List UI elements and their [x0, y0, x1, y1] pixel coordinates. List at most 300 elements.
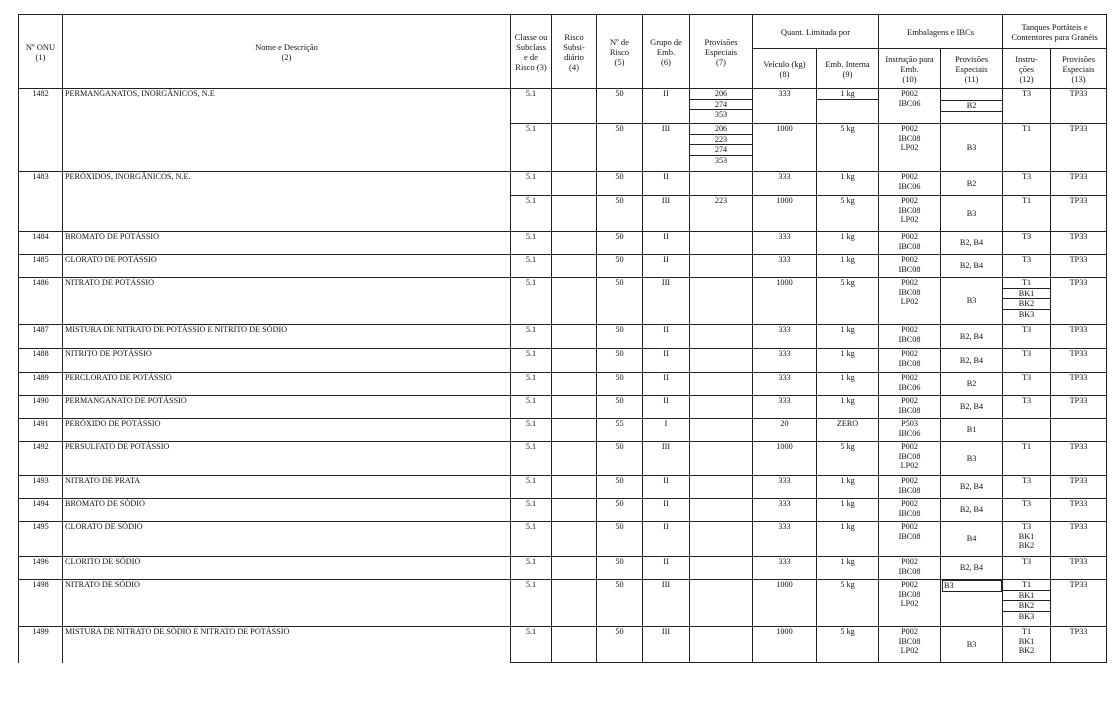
header-veiculo: [753, 49, 817, 89]
cell-provisoes-especiais: [690, 278, 753, 325]
table-row: [19, 232, 1107, 255]
cell-onu: 1482: [19, 89, 63, 124]
cell-grupo-emb: III: [643, 124, 690, 172]
cell-provisoes-13: TP33: [1051, 522, 1107, 557]
header-grupo-emb-text: Grupo de Emb. (6): [650, 36, 682, 67]
cell-classe: 5.1: [511, 627, 552, 663]
cell-grupo-emb: II: [643, 499, 690, 522]
cell-provisoes-13: TP33: [1051, 232, 1107, 255]
cell-nome: MISTURA DE NITRATO DE SÓDIO E NITRATO DE POTÁSSIO: [63, 627, 511, 663]
cell-risco-subsidiario: [552, 255, 597, 278]
cell-line: B2, B4: [959, 238, 984, 248]
cell-instrucoes-12: [1003, 373, 1051, 396]
header-numero-risco-text: Nº de Risco (5): [609, 36, 630, 67]
cell-instrucoes-12: [1003, 89, 1051, 124]
cell-provisoes-11: [941, 196, 1003, 232]
cell-onu: 1483: [19, 172, 63, 196]
cell-nome: CLORITO DE SÓDIO: [63, 557, 511, 580]
cell-line: BK2: [1018, 541, 1035, 551]
cell-risco-subsidiario: [552, 396, 597, 419]
table-row: [19, 522, 1107, 557]
cell-line: LP02: [900, 599, 919, 609]
cell-instrucoes-12: [1003, 124, 1051, 172]
cell-risco-subsidiario: [552, 476, 597, 499]
cell-veiculo: 333: [753, 476, 817, 499]
cell-line: LP02: [900, 297, 919, 307]
cell-line: IBC08: [898, 264, 921, 274]
cell-grupo-emb: II: [643, 232, 690, 255]
cell-classe: 5.1: [511, 499, 552, 522]
cell-line: P002: [901, 124, 918, 133]
cell-instrucoes-12: [1003, 232, 1051, 255]
cell-numero-risco: 50: [597, 396, 643, 419]
cell-line: IBC08: [898, 287, 921, 297]
cell-instrucao-emb: [879, 557, 941, 580]
cell-line: BK3: [1018, 611, 1035, 621]
cell-instrucoes-12: [1003, 419, 1051, 442]
cell-line: P002: [901, 196, 918, 205]
cell-emb-interna: [817, 278, 879, 325]
cell-classe: 5.1: [511, 349, 552, 373]
cell-veiculo: 1000: [753, 278, 817, 325]
cell-provisoes-11: [941, 627, 1003, 663]
header-tanques-portateis: [1003, 15, 1107, 49]
header-risco-subsidiario: [552, 15, 597, 89]
cell-line: B1: [966, 425, 977, 435]
cell-onu: 1495: [19, 522, 63, 557]
cell-line: B2: [941, 100, 1002, 112]
cell-line: T1: [1021, 442, 1032, 451]
cell-classe: 5.1: [511, 89, 552, 124]
cell-veiculo: 333: [753, 325, 817, 349]
cell-line: T3: [1021, 522, 1032, 531]
cell-line: 1 kg: [840, 476, 855, 485]
cell-instrucoes-12: [1003, 172, 1051, 196]
cell-numero-risco: 50: [597, 172, 643, 196]
cell-line: BK1: [1003, 289, 1050, 300]
cell-nome: PERMANGANATO DE POTÁSSIO: [63, 396, 511, 419]
cell-line: 223: [690, 135, 752, 146]
cell-line: IBC08: [898, 133, 921, 143]
cell-classe: 5.1: [511, 373, 552, 396]
cell-line: B2, B4: [959, 355, 984, 365]
cell-line: B2, B4: [959, 402, 984, 412]
cell-line: 1 kg: [840, 325, 855, 334]
table-row: [19, 196, 1107, 232]
cell-provisoes-13: TP33: [1051, 196, 1107, 232]
cell-veiculo: 333: [753, 373, 817, 396]
cell-nome: PERCLORATO DE POTÁSSIO: [63, 373, 511, 396]
cell-line: B3: [966, 639, 977, 649]
cell-provisoes-11: [941, 499, 1003, 522]
cell-line: 1 kg: [817, 89, 878, 100]
cell-nome: PERÓXIDOS, INORGÂNICOS, N.E.: [63, 172, 511, 196]
cell-nome: BROMATO DE POTÁSSIO: [63, 232, 511, 255]
cell-nome: NITRATO DE PRATA: [63, 476, 511, 499]
cell-instrucao-emb: [879, 499, 941, 522]
cell-numero-risco: 50: [597, 499, 643, 522]
cell-line: IBC06: [898, 181, 921, 191]
cell-grupo-emb: II: [643, 89, 690, 124]
cell-risco-subsidiario: [552, 442, 597, 476]
cell-veiculo: 1000: [753, 627, 817, 663]
cell-instrucoes-12: [1003, 325, 1051, 349]
cell-provisoes-13: TP33: [1051, 172, 1107, 196]
table-header: [19, 15, 1107, 89]
cell-line: 1 kg: [840, 172, 855, 181]
cell-instrucao-emb: [879, 232, 941, 255]
cell-numero-risco: 50: [597, 476, 643, 499]
cell-line: P002: [901, 499, 918, 508]
cell-line: P002: [901, 522, 918, 531]
cell-provisoes-13: TP33: [1051, 89, 1107, 124]
header-classe: [511, 15, 552, 89]
cell-line: 1 kg: [840, 499, 855, 508]
cell-line: BK3: [1018, 309, 1035, 319]
cell-grupo-emb: III: [643, 580, 690, 627]
cell-grupo-emb: II: [643, 172, 690, 196]
cell-line: B2, B4: [959, 563, 984, 573]
cell-line: B3: [966, 142, 977, 152]
table-row: [19, 325, 1107, 349]
cell-instrucao-emb: [879, 476, 941, 499]
cell-line: 1 kg: [840, 255, 855, 264]
cell-risco-subsidiario: [552, 172, 597, 196]
cell-provisoes-13: TP33: [1051, 325, 1107, 349]
cell-risco-subsidiario: [552, 349, 597, 373]
cell-provisoes-especiais: [690, 172, 753, 196]
cell-line: B2: [966, 379, 977, 389]
cell-onu: 1488: [19, 349, 63, 373]
header-quant-limitada: [753, 15, 879, 49]
cell-risco-subsidiario: [552, 325, 597, 349]
header-provisoes-13: [1051, 49, 1107, 89]
cell-onu: 1489: [19, 373, 63, 396]
cell-line: P503: [901, 419, 918, 428]
cell-line: T1: [1003, 278, 1050, 289]
cell-classe: 5.1: [511, 325, 552, 349]
table-row: [19, 349, 1107, 373]
cell-provisoes-especiais: [690, 499, 753, 522]
cell-line: B4: [966, 534, 977, 544]
cell-emb-interna: [817, 442, 879, 476]
cell-line: P002: [901, 442, 918, 451]
cell-line: BK1: [1018, 531, 1035, 541]
cell-grupo-emb: II: [643, 325, 690, 349]
cell-line: 206: [690, 124, 752, 135]
cell-provisoes-especiais: [690, 373, 753, 396]
table-row: [19, 396, 1107, 419]
header-tanques-portateis-text: Tanques Portáteis e Contentores para Granéis: [1011, 21, 1098, 42]
cell-instrucao-emb: [879, 349, 941, 373]
cell-numero-risco: 50: [597, 196, 643, 232]
cell-onu: 1496: [19, 557, 63, 580]
table-row: [19, 557, 1107, 580]
cell-provisoes-13: TP33: [1051, 396, 1107, 419]
document-page: [18, 14, 1106, 663]
cell-risco-subsidiario: [552, 89, 597, 124]
cell-emb-interna: [817, 232, 879, 255]
header-classe-text: Classe ou Subclass e de Risco (3): [514, 31, 548, 72]
cell-onu: 1492: [19, 442, 63, 476]
cell-line: 274: [690, 100, 752, 111]
cell-provisoes-11: [941, 278, 1003, 325]
cell-classe: 5.1: [511, 580, 552, 627]
header-nome-text: Nome e Descrição (2): [255, 41, 318, 62]
cell-line: T1: [1021, 124, 1032, 133]
header-provisoes-11: [941, 49, 1003, 89]
cell-line: B3: [966, 208, 977, 218]
cell-grupo-emb: III: [643, 278, 690, 325]
header-embalagens-ibcs: [879, 15, 1003, 49]
table-row: [19, 172, 1107, 196]
cell-line: P002: [901, 373, 918, 382]
cell-provisoes-13: TP33: [1051, 124, 1107, 172]
cell-provisoes-especiais: [690, 124, 753, 172]
cell-onu: 1499: [19, 627, 63, 663]
cell-emb-interna: [817, 373, 879, 396]
cell-line: T1: [1021, 196, 1032, 205]
cell-numero-risco: 50: [597, 325, 643, 349]
cell-numero-risco: 50: [597, 522, 643, 557]
cell-line: P002: [901, 278, 918, 287]
cell-line: T3: [1021, 255, 1032, 264]
header-onu: [19, 15, 63, 89]
cell-instrucao-emb: [879, 325, 941, 349]
cell-instrucao-emb: [879, 124, 941, 172]
cell-risco-subsidiario: [552, 522, 597, 557]
cell-emb-interna: [817, 419, 879, 442]
cell-line: P002: [901, 325, 918, 334]
cell-provisoes-11: [941, 580, 1003, 627]
cell-nome: NITRATO DE POTÁSSIO: [63, 278, 511, 325]
cell-line: P002: [901, 349, 918, 358]
cell-line: IBC08: [898, 405, 921, 415]
cell-emb-interna: [817, 396, 879, 419]
cell-provisoes-especiais: [690, 476, 753, 499]
cell-nome: [63, 124, 511, 172]
cell-line: P002: [901, 396, 918, 405]
header-risco-subsidiario-text: Risco Subsi- diário (4): [563, 31, 585, 72]
cell-line: 5 kg: [840, 124, 855, 133]
cell-line: 353: [714, 155, 728, 165]
cell-veiculo: 333: [753, 255, 817, 278]
cell-emb-interna: [817, 557, 879, 580]
cell-classe: 5.1: [511, 442, 552, 476]
cell-instrucao-emb: [879, 172, 941, 196]
cell-provisoes-11: [941, 419, 1003, 442]
cell-line: P002: [901, 89, 918, 98]
cell-nome: PERSULFATO DE POTÁSSIO: [63, 442, 511, 476]
cell-grupo-emb: II: [643, 373, 690, 396]
cell-provisoes-especiais: [690, 255, 753, 278]
table-row: [19, 89, 1107, 124]
cell-provisoes-especiais: [690, 396, 753, 419]
cell-line: 223: [714, 196, 728, 205]
cell-risco-subsidiario: [552, 499, 597, 522]
cell-emb-interna: [817, 522, 879, 557]
cell-emb-interna: [817, 580, 879, 627]
cell-instrucao-emb: [879, 89, 941, 124]
cell-line: 1 kg: [840, 522, 855, 531]
cell-onu: 1493: [19, 476, 63, 499]
cell-line: T3: [1021, 349, 1032, 358]
cell-nome: NITRATO DE SÓDIO: [63, 580, 511, 627]
cell-line: B2, B4: [959, 505, 984, 515]
cell-instrucao-emb: [879, 442, 941, 476]
cell-risco-subsidiario: [552, 419, 597, 442]
cell-provisoes-11: [941, 124, 1003, 172]
cell-onu: 1490: [19, 396, 63, 419]
cell-numero-risco: 50: [597, 278, 643, 325]
cell-onu: [19, 196, 63, 232]
cell-line: 1 kg: [840, 232, 855, 241]
cell-risco-subsidiario: [552, 373, 597, 396]
cell-risco-subsidiario: [552, 627, 597, 663]
cell-veiculo: 333: [753, 396, 817, 419]
cell-emb-interna: [817, 499, 879, 522]
cell-onu: 1484: [19, 232, 63, 255]
cell-numero-risco: 50: [597, 373, 643, 396]
header-provisoes-11-text: Provisões Especiais (11): [954, 53, 989, 84]
cell-veiculo: 1000: [753, 580, 817, 627]
cell-provisoes-especiais: [690, 232, 753, 255]
cell-provisoes-13: TP33: [1051, 373, 1107, 396]
cell-veiculo: 333: [753, 557, 817, 580]
cell-line: 5 kg: [840, 580, 855, 589]
cell-provisoes-11: [941, 442, 1003, 476]
cell-classe: 5.1: [511, 196, 552, 232]
table-row: [19, 442, 1107, 476]
cell-grupo-emb: II: [643, 255, 690, 278]
header-provisoes-especiais: [690, 15, 753, 89]
cell-instrucoes-12: [1003, 349, 1051, 373]
cell-line: T3: [1021, 499, 1032, 508]
cell-provisoes-13: TP33: [1051, 580, 1107, 627]
cell-line: 353: [714, 110, 728, 120]
cell-numero-risco: 50: [597, 232, 643, 255]
cell-line: IBC08: [898, 589, 921, 599]
table-row: [19, 627, 1107, 663]
cell-classe: 5.1: [511, 124, 552, 172]
cell-classe: 5.1: [511, 557, 552, 580]
cell-line: B2, B4: [959, 482, 984, 492]
cell-provisoes-especiais: [690, 442, 753, 476]
cell-line: IBC08: [898, 451, 921, 461]
table-row: [19, 278, 1107, 325]
cell-provisoes-especiais: [690, 557, 753, 580]
cell-instrucao-emb: [879, 580, 941, 627]
cell-emb-interna: [817, 627, 879, 663]
cell-veiculo: 333: [753, 349, 817, 373]
header-instrucao-emb: [879, 49, 941, 89]
cell-line: IBC08: [898, 531, 921, 541]
table-body: [19, 89, 1107, 663]
cell-provisoes-13: TP33: [1051, 557, 1107, 580]
cell-grupo-emb: II: [643, 349, 690, 373]
cell-provisoes-11: [941, 349, 1003, 373]
cell-line: P002: [901, 557, 918, 566]
cell-nome: BROMATO DE SÓDIO: [63, 499, 511, 522]
cell-line: B2, B4: [959, 331, 984, 341]
header-grupo-emb: [643, 15, 690, 89]
cell-instrucao-emb: [879, 373, 941, 396]
cell-numero-risco: 50: [597, 442, 643, 476]
cell-line: 1 kg: [840, 349, 855, 358]
cell-line: P002: [901, 627, 918, 636]
cell-provisoes-11: [941, 232, 1003, 255]
cell-line: LP02: [900, 215, 919, 225]
cell-emb-interna: [817, 196, 879, 232]
cell-provisoes-especiais: [690, 627, 753, 663]
cell-veiculo: 333: [753, 522, 817, 557]
cell-risco-subsidiario: [552, 580, 597, 627]
cell-line: T3: [1021, 476, 1032, 485]
cell-nome: NITRITO DE POTÁSSIO: [63, 349, 511, 373]
table-row: [19, 419, 1107, 442]
cell-line: IBC06: [898, 382, 921, 392]
cell-instrucoes-12: [1003, 476, 1051, 499]
cell-onu: 1494: [19, 499, 63, 522]
cell-grupo-emb: II: [643, 396, 690, 419]
cell-provisoes-13: TP33: [1051, 255, 1107, 278]
cell-grupo-emb: II: [643, 557, 690, 580]
cell-line: T3: [1021, 557, 1032, 566]
header-nome: [63, 15, 511, 89]
cell-emb-interna: [817, 255, 879, 278]
cell-line: P002: [901, 580, 918, 589]
cell-onu: [19, 124, 63, 172]
cell-numero-risco: 50: [597, 89, 643, 124]
cell-emb-interna: [817, 476, 879, 499]
cell-line: T3: [1021, 89, 1032, 98]
cell-onu: 1486: [19, 278, 63, 325]
cell-line: T3: [1021, 396, 1032, 405]
cell-line: T3: [1021, 232, 1032, 241]
cell-line: BK1: [1003, 591, 1050, 602]
cell-provisoes-13: TP33: [1051, 499, 1107, 522]
cell-instrucao-emb: [879, 278, 941, 325]
cell-onu: 1498: [19, 580, 63, 627]
cell-classe: 5.1: [511, 172, 552, 196]
cell-provisoes-especiais: [690, 89, 753, 124]
cell-provisoes-13: TP33: [1051, 278, 1107, 325]
cell-instrucoes-12: [1003, 557, 1051, 580]
cell-onu: 1487: [19, 325, 63, 349]
cell-grupo-emb: III: [643, 627, 690, 663]
cell-line: T3: [1021, 373, 1032, 382]
cell-instrucao-emb: [879, 419, 941, 442]
cell-line: IBC08: [898, 205, 921, 215]
cell-line: 206: [690, 89, 752, 100]
cell-nome: CLORATO DE SÓDIO: [63, 522, 511, 557]
cell-provisoes-13: TP33: [1051, 349, 1107, 373]
cell-numero-risco: 50: [597, 557, 643, 580]
cell-grupo-emb: III: [643, 442, 690, 476]
cell-veiculo: 20: [753, 419, 817, 442]
cell-provisoes-11: [941, 476, 1003, 499]
header-numero-risco: [597, 15, 643, 89]
cell-line: LP02: [900, 143, 919, 153]
cell-provisoes-especiais: [690, 419, 753, 442]
cell-veiculo: 1000: [753, 124, 817, 172]
cell-instrucao-emb: [879, 522, 941, 557]
cell-risco-subsidiario: [552, 232, 597, 255]
cell-instrucoes-12: [1003, 255, 1051, 278]
header-instrucoes-12-text: Instru- ções (12): [1015, 53, 1038, 84]
cell-emb-interna: [817, 325, 879, 349]
cell-risco-subsidiario: [552, 278, 597, 325]
